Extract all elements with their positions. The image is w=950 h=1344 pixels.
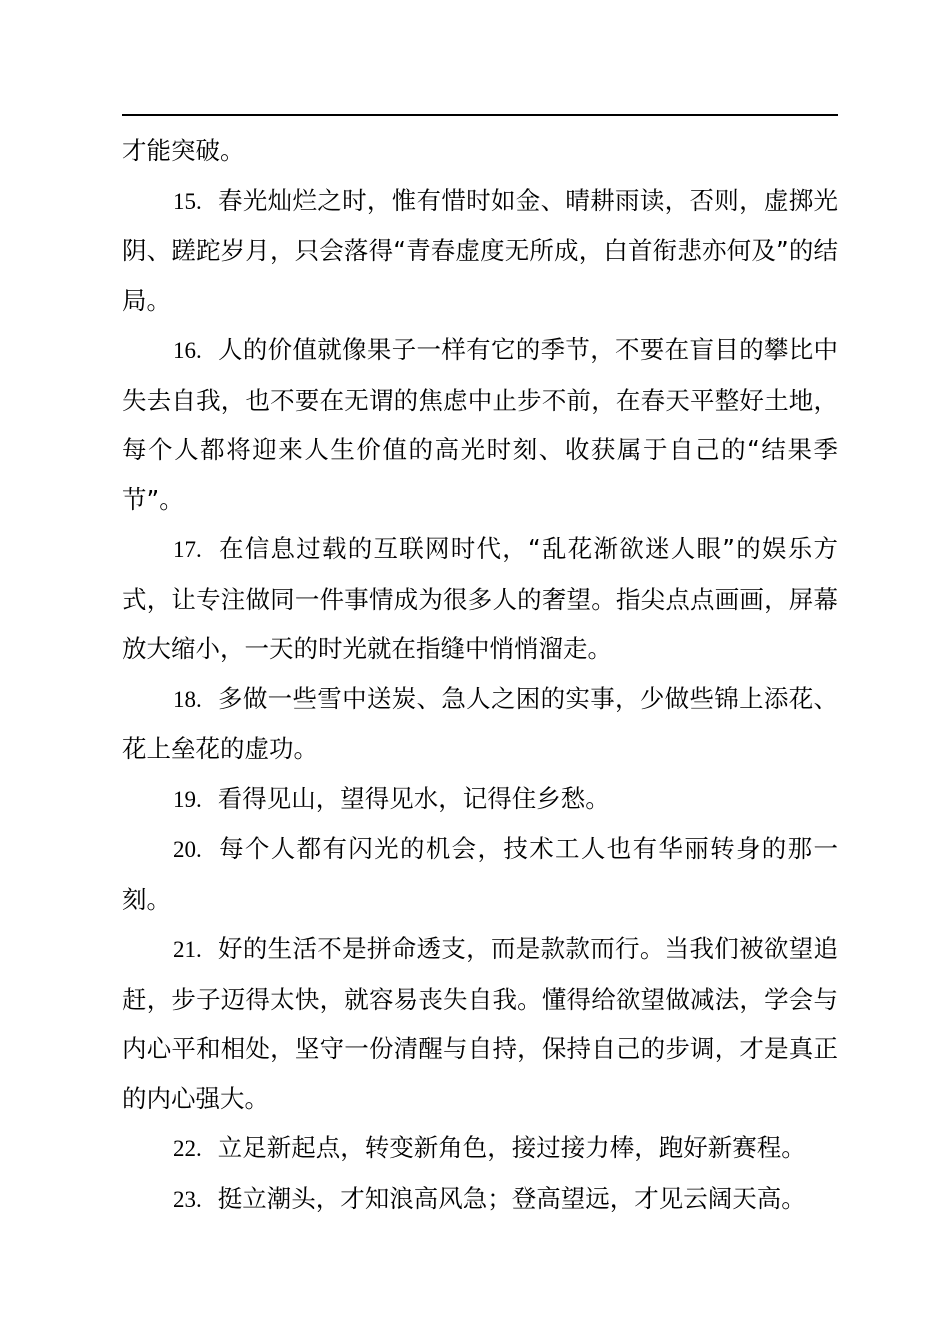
- list-item: [122, 824, 838, 924]
- list-item: [122, 176, 838, 326]
- continuation-paragraph: 才能突破。: [122, 136, 245, 165]
- item-text: 在信息过载的互联网时代，“乱花渐欲迷人眼”的娱乐方式，让专注做同一件事情成为很多人的奢望。指尖点点画画，屏幕放大缩小，一天的时光就在指缝中悄悄溜走。: [122, 534, 838, 663]
- document-body: [122, 126, 838, 1224]
- item-text: 立足新起点，转变新角色，接过接力棒，跑好新赛程。: [217, 1133, 806, 1162]
- header-rule: [122, 114, 838, 116]
- item-number: 18.: [173, 686, 202, 712]
- list-item: [122, 674, 838, 774]
- item-text: 多做一些雪中送炭、急人之困的实事，少做些锦上添花、花上垒花的虚功。: [122, 683, 838, 763]
- list-item: [122, 774, 838, 825]
- list-item: [122, 1123, 838, 1174]
- item-number: 21.: [173, 937, 202, 962]
- list-item: [122, 325, 838, 524]
- item-number: 20.: [173, 837, 202, 862]
- item-text: 看得见山，望得见水，记得住乡愁。: [217, 783, 610, 813]
- item-text: 好的生活不是拼命透支，而是款款而行。当我们被欲望追赶，步子迈得太快，就容易丧失自我。懂得给欲望做减法，学会与内心平和相处，坚守一份清醒与自持，保持自己的步调，才是真正的内心强大。: [122, 934, 838, 1113]
- item-number: 15.: [173, 188, 202, 214]
- item-number: 22.: [173, 1136, 202, 1161]
- list-item: [122, 1174, 838, 1225]
- list-item: [122, 524, 838, 674]
- item-number: 16.: [173, 338, 202, 363]
- item-number: 17.: [173, 537, 202, 562]
- item-text: 每个人都有闪光的机会，技术工人也有华丽转身的那一刻。: [122, 834, 838, 914]
- item-number: 19.: [173, 786, 202, 812]
- item-text: 春光灿烂之时，惟有惜时如金、晴耕雨读，否则，虚掷光阴、蹉跎岁月，只会落得“青春虚度无所成，白首衔悲亦何及”的结局。: [122, 185, 838, 315]
- item-text: 挺立潮头，才知浪高风急；登高望远，才见云阔天高。: [217, 1183, 806, 1213]
- item-text: 人的价值就像果子一样有它的季节，不要在盲目的攀比中失去自我，也不要在无谓的焦虑中止步不前，在春天平整好土地，每个人都将迎来人生价值的高光时刻、收获属于自己的“结果季节”。: [122, 335, 838, 514]
- item-number: 23.: [173, 1186, 202, 1212]
- list-item: [122, 924, 838, 1123]
